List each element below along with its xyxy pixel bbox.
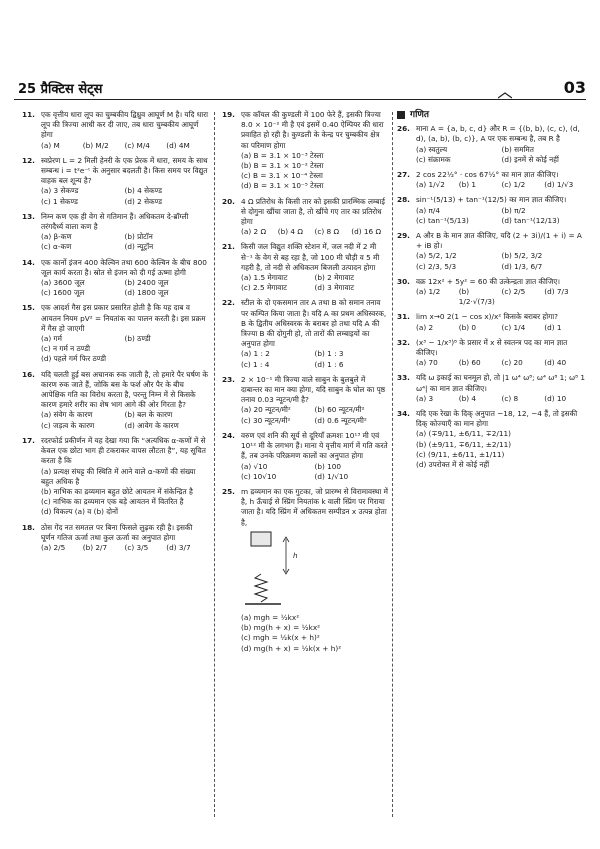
question-text: यदि एक रेखा के दिक् अनुपात −18, 12, −4 हैं, तो इसकी दिक् कोज्याएँ का मान होगा xyxy=(416,409,578,429)
question-number: 11. xyxy=(22,110,35,119)
question-text: 2 cos 22½° · cos 67½° का मान ज्ञात कीजिए। xyxy=(416,170,559,180)
answer-option[interactable]: (a) संवेग के कारण xyxy=(41,410,93,420)
question-number: 14. xyxy=(22,257,35,267)
answer-option[interactable]: (c) संक्रामक xyxy=(416,154,451,164)
answer-option[interactable]: (a) 1.5 मेगावाट xyxy=(241,273,288,283)
question-text: एक वृत्तीय धारा लूप का चुम्बकीय द्विध्रुव आघूर्ण M है। यदि धारा लूप की त्रिज्या आधी कर दी जाए, तब धारा चुम्बकीय आघूर्ण होगा xyxy=(41,110,208,140)
options-group xyxy=(22,467,208,518)
answer-option[interactable]: (c) 1 सेकण्ड xyxy=(41,196,78,206)
answer-option[interactable]: (a) 1 : 2 xyxy=(241,349,270,359)
answer-option[interactable]: (a) B = 3.1 × 10⁻³ टेस्ला xyxy=(241,150,324,160)
question-row xyxy=(22,212,208,232)
answer-option[interactable]: (d) B = 3.1 × 10⁻⁵ टेस्ला xyxy=(241,181,324,191)
question-number: 15. xyxy=(22,303,35,313)
answer-option[interactable]: (c) 1/4 xyxy=(501,322,526,332)
answer-option[interactable]: (d) उपरोक्त में से कोई नहीं xyxy=(416,460,490,470)
answer-option[interactable]: (a) 3 xyxy=(416,393,434,403)
options-group xyxy=(222,405,388,425)
answer-option[interactable]: (d) 0.6 न्यूटन/मी² xyxy=(314,415,367,425)
physics-column-1 xyxy=(22,110,208,558)
question-text: वरुण एवं शनि की सूर्य से दूरियाँ क्रमशः 10¹³ मी एवं 10¹² मी के लगभग हैं। माना ये वृत्तीय मार्ग में गति करते हैं, तब उनके परिक्रमण कालों का अनुपात होगा xyxy=(241,430,388,461)
options-group xyxy=(397,145,587,165)
question-number: 27. xyxy=(397,170,410,180)
answer-option[interactable]: (c) mgh = ½k(x + h)² xyxy=(241,633,320,643)
answer-option[interactable]: (a) 3 सेकण्ड xyxy=(41,186,79,196)
options-group xyxy=(22,278,208,298)
options-group xyxy=(397,206,587,226)
header-notch-icon xyxy=(498,92,512,102)
question-text: (x³ − 1/x³)⁸ के प्रसार में x से स्वतन्त्र पद का मान ज्ञात कीजिए। xyxy=(416,337,568,358)
options-group xyxy=(22,410,208,430)
answer-option[interactable]: (c) 2/3, 5/3 xyxy=(416,261,457,271)
answer-option[interactable]: (b) 60 न्यूटन/मी² xyxy=(314,405,365,415)
answer-option[interactable]: (d) इनमें से कोई नहीं xyxy=(501,154,559,164)
question-row xyxy=(222,110,388,151)
answer-option[interactable]: (d) न्यूट्रॉन xyxy=(124,242,154,252)
answer-option[interactable]: (d) mg(h + x) = ½k(x + h)² xyxy=(241,643,342,653)
answer-option[interactable]: (d) आवेग के कारण xyxy=(124,420,179,430)
question-row xyxy=(222,197,388,228)
answer-option[interactable]: (c) 1 : 4 xyxy=(241,359,270,369)
answer-option[interactable]: (c) B = 3.1 × 10⁻⁴ टेस्ला xyxy=(241,171,323,181)
answer-option[interactable]: (a) 2 xyxy=(416,322,434,332)
question-number: 12. xyxy=(22,155,35,165)
question-number: 24. xyxy=(222,430,235,440)
question-text: यदि ω इकाई का घनमूल हो, तो |1 ω⁴ ω⁸; ω⁴ ω⁸ 1; ω⁸ 1 ω⁴| का मान ज्ञात कीजिए। xyxy=(416,373,586,393)
question-item xyxy=(22,110,208,151)
answer-option[interactable]: (b) सममित xyxy=(501,144,534,154)
answer-option[interactable]: (a) mgh = ½kx² xyxy=(241,612,300,622)
answer-option[interactable]: (c) नाभिक का द्रव्यमान एक बड़े आयतन में वितरित है xyxy=(41,497,184,507)
question-item xyxy=(397,338,587,369)
question-text: वक्र 12x² + 5y² = 60 की उत्केन्द्रता ज्ञात कीजिए। xyxy=(416,276,561,286)
answer-option[interactable]: (b) प्रोटॉन xyxy=(124,232,153,242)
height-label: h xyxy=(293,550,298,560)
answer-option[interactable]: (b) 1 : 3 xyxy=(314,349,344,359)
section-title: गणित xyxy=(410,110,430,120)
question-row xyxy=(22,258,208,278)
question-item xyxy=(22,258,208,299)
question-number: 16. xyxy=(22,369,35,379)
question-item xyxy=(397,124,587,165)
answer-option[interactable]: (c) (9/11, ±6/11, ±1/11) xyxy=(416,449,505,459)
answer-option[interactable]: (a) 70 xyxy=(416,358,438,368)
question-row xyxy=(397,312,587,322)
question-row xyxy=(22,436,208,467)
answer-option[interactable]: (d) 7/3 xyxy=(544,287,569,297)
spring-diagram-icon xyxy=(241,530,311,608)
answer-option[interactable]: (c) 2/5 xyxy=(501,287,526,297)
question-number: 19. xyxy=(222,110,235,119)
answer-option[interactable]: (a) प्रत्यक्ष संघट्ट की स्थिति में आने वाले α-कणों की संख्या बहुत अधिक है xyxy=(41,466,196,486)
question-row xyxy=(397,409,587,429)
answer-option[interactable]: (a) M xyxy=(41,140,60,150)
answer-option[interactable]: (d) 1 : 6 xyxy=(314,359,344,369)
question-row xyxy=(22,523,208,543)
question-number: 17. xyxy=(22,435,35,445)
answer-option[interactable]: (b) mg(h + x) = ½kx² xyxy=(241,623,321,633)
question-number: 34. xyxy=(397,409,410,419)
question-text: माना A = {a, b, c, d} और R = {(b, b), (c, c), (d, d), (a, b), (b, c)}, A पर एक सम्बन्ध है, तब R है xyxy=(416,124,580,144)
answer-option[interactable]: (a) 5/2, 1/2 xyxy=(416,251,457,261)
answer-option[interactable]: (d) 3/7 xyxy=(166,542,191,552)
answer-option[interactable]: (c) α-कण xyxy=(41,242,72,252)
options-group xyxy=(222,273,388,293)
answer-option[interactable]: (d) 2 सेकण्ड xyxy=(124,196,163,206)
question-row xyxy=(222,431,388,462)
options-group xyxy=(222,151,388,192)
question-row xyxy=(397,277,587,287)
question-row xyxy=(397,195,587,205)
question-row xyxy=(22,303,208,334)
block-spring-figure xyxy=(222,530,388,611)
answer-option[interactable]: (b) M/2 xyxy=(82,140,109,150)
answer-option[interactable]: (d) 1/√10 xyxy=(314,471,349,481)
question-text: 2 × 10⁻¹ मी त्रिज्या वाले साबुन के बुलबुले में दाबान्तर का मान क्या होगा, यदि साबुन के घोल का पृष्ठ तनाव 0.03 न्यूटन/मी है? xyxy=(241,374,386,405)
answer-option[interactable]: (d) 4M xyxy=(166,140,190,150)
math-column xyxy=(397,110,587,475)
answer-option[interactable]: (b) बल के कारण xyxy=(124,410,173,420)
answer-option[interactable]: (c) 10√10 xyxy=(241,471,277,481)
answer-option[interactable]: (a) 1/2 xyxy=(416,287,441,297)
column-divider-right xyxy=(392,112,393,817)
options-group xyxy=(22,543,208,553)
question-text: एक कॉयल की कुण्डली में 100 फेरे हैं, इसकी त्रिज्या 8.0 × 10⁻² मी है एवं इसमें 0.40 ऐम्पियर की धारा प्रवाहित हो रही है। कुण्डली के केन्द्र पर चुम्बकीय क्षेत्र का परिमाण होगा xyxy=(241,110,384,150)
question-item xyxy=(222,487,388,654)
question-number: 18. xyxy=(22,522,35,532)
answer-option[interactable]: (d) 1/3, 6/7 xyxy=(501,261,543,271)
options-group xyxy=(397,287,587,307)
answer-option[interactable]: (a) 20 न्यूटन/मी² xyxy=(241,405,291,415)
answer-option[interactable]: (d) 3 मेगावाट xyxy=(314,283,355,293)
answer-option[interactable]: (c) 1/2 xyxy=(501,180,526,190)
answer-option[interactable]: (d) 1800 जूल xyxy=(124,288,169,298)
options-group xyxy=(397,251,587,271)
question-row xyxy=(22,156,208,187)
question-number: 28. xyxy=(397,195,410,205)
answer-option[interactable]: (a) गर्म xyxy=(41,334,62,344)
question-row xyxy=(22,110,208,141)
answer-option[interactable]: (b) 5/2, 3/2 xyxy=(501,251,543,261)
answer-option[interactable]: (a) π/4 xyxy=(416,205,440,215)
options-group xyxy=(397,429,587,470)
question-text: यदि चलती हुई बस अचानक रुक जाती है, तो हमारे पैर घर्षण के कारण रुक जाते हैं, जोकि बस के फर्श और पैर के बीच आपेक्षिक गति का विरोध करता है, परन्तु निम्न में से किसके कारण हमारे शरीर का शेष भाग आगे की ओर गिरता है? xyxy=(41,369,208,410)
answer-option[interactable]: (a) √10 xyxy=(241,461,268,471)
question-number: 21. xyxy=(222,242,235,252)
answer-option[interactable]: (a) 1/√2 xyxy=(416,180,445,190)
question-number: 13. xyxy=(22,211,35,221)
answer-option[interactable]: (b) 4 xyxy=(458,393,477,403)
question-text: sin⁻¹(5/13) + tan⁻¹(12/5) का मान ज्ञात कीजिए। xyxy=(416,195,567,205)
options-group xyxy=(22,186,208,206)
question-number: 26. xyxy=(397,124,410,134)
question-row xyxy=(397,338,587,358)
options-group xyxy=(397,180,587,190)
options-group xyxy=(222,349,388,369)
question-text: 4 Ω प्रतिरोध के किसी तार को इसकी प्रारम्भिक लम्बाई से दोगुना खींचा जाता है, तो खींचे गए तार का प्रतिरोध होगा xyxy=(241,196,385,227)
answer-option[interactable]: (a) 2 Ω xyxy=(241,227,267,237)
question-text: स्टील के दो एकसमान तार A तथा B को समान तनाव पर कम्पित किया जाता है। यदि A का प्रथम अधिस्वरक, B के द्वितीय अधिस्वरक के बराबर हो तथा यदि A की त्रिज्या B की दोगुनी हो, तो तारों की लम्बाइयों का अनुपात होगा xyxy=(241,298,387,349)
answer-option[interactable]: (c) 8 Ω xyxy=(314,227,340,237)
options-group xyxy=(222,613,388,654)
options-group xyxy=(22,334,208,365)
question-row xyxy=(397,124,587,144)
question-item xyxy=(222,242,388,293)
answer-option[interactable]: (b) 0 xyxy=(458,322,477,332)
answer-option[interactable]: (c) 3/5 xyxy=(124,542,149,552)
options-group xyxy=(22,232,208,252)
book-title: 25 प्रैक्टिस सेट्स xyxy=(18,82,103,97)
question-item xyxy=(397,231,587,272)
answer-option[interactable]: (c) 20 xyxy=(501,358,523,368)
question-number: 22. xyxy=(222,298,235,308)
answer-option[interactable]: (b) 2400 जूल xyxy=(124,278,169,288)
question-item xyxy=(397,312,587,332)
question-item xyxy=(222,431,388,482)
question-item xyxy=(397,373,587,404)
question-number: 33. xyxy=(397,373,410,383)
question-text: lim x→0 2(1 − cos x)/x² किसके बराबर होगा? xyxy=(416,312,559,322)
question-item xyxy=(222,375,388,426)
question-text: निम्न कण एक ही वेग से गतिमान हैं। अधिकतम दे-ब्रॉग्ली तरंगदैर्ध्य वाला कण है xyxy=(41,211,189,232)
answer-option[interactable]: (d) विकल्प (a) व (b) दोनों xyxy=(41,507,118,517)
question-row xyxy=(222,487,388,528)
column-divider-left xyxy=(214,112,215,817)
question-number: 25. xyxy=(222,486,235,496)
answer-option[interactable]: (c) tan⁻¹(5/13) xyxy=(416,215,469,225)
answer-option[interactable]: (b) 100 xyxy=(314,461,342,471)
answer-option[interactable]: (d) 16 Ω xyxy=(351,227,382,237)
options-group xyxy=(397,358,587,368)
options-group xyxy=(22,141,208,151)
question-item xyxy=(22,156,208,207)
question-number: 20. xyxy=(222,196,235,206)
answer-option[interactable]: (d) पहले गर्म फिर ठण्डी xyxy=(41,354,107,364)
answer-option[interactable]: (c) 2.5 मेगावाट xyxy=(241,283,287,293)
answer-option[interactable]: (d) 1 xyxy=(544,322,562,332)
question-row xyxy=(22,370,208,411)
answer-option[interactable]: (b) 4 Ω xyxy=(277,227,303,237)
question-number: 29. xyxy=(397,231,410,241)
answer-option[interactable]: (d) 40 xyxy=(544,358,567,368)
question-item xyxy=(397,195,587,226)
question-text: एक आदर्श गैस इस प्रकार प्रसारित होती है कि यह दाब व आयतन नियम pV² = नियतांक का पालन करती है। इस प्रक्रम में गैस हो जाएगी xyxy=(41,303,206,333)
question-item xyxy=(22,303,208,364)
answer-option[interactable]: (c) न गर्म न ठण्डी xyxy=(41,344,91,354)
options-group xyxy=(397,394,587,404)
question-item xyxy=(397,277,587,308)
answer-option[interactable]: (c) जड़त्व के कारण xyxy=(41,420,95,430)
question-text: स्वप्रेरण L = 2 मिली हेनरी के एक प्रेरक में धारा, समय के साथ सम्बन्ध i = t²e⁻ᵗ के अनुसार बदलती है। किस समय पर विद्युत वाहक बल शून्य है? xyxy=(41,155,208,186)
answer-option[interactable]: (b) 60 xyxy=(458,358,481,368)
question-row xyxy=(222,242,388,273)
question-text: ठोस गेंद नत समतल पर बिना फिसले लुढ़क रही है। इसकी घूर्णन गतिज ऊर्जा तथा कुल ऊर्जा का अनुपात होगा xyxy=(41,522,193,542)
options-group xyxy=(222,227,388,237)
answer-option[interactable]: (a) (∓9/11, ±6/11, ∓2/11) xyxy=(416,429,511,439)
answer-option[interactable]: (d) tan⁻¹(12/13) xyxy=(501,215,560,225)
answer-option[interactable]: (c) 30 न्यूटन/मी² xyxy=(241,415,291,425)
question-text: रदरफोर्ड प्रकीर्णन में यह देखा गया कि “अत्यधिक α-कणों में से केवल एक छोटा भाग ही टकराकर वापस लौटता है”, यह सूचित करता है कि xyxy=(41,435,206,466)
answer-option[interactable]: (b) ठण्डी xyxy=(124,334,151,344)
answer-option[interactable]: (a) 2/5 xyxy=(41,542,66,552)
page-header xyxy=(0,0,600,100)
question-item xyxy=(22,370,208,431)
section-heading-math xyxy=(397,110,587,120)
answer-option[interactable]: (c) 1600 जूल xyxy=(41,288,85,298)
question-row xyxy=(222,298,388,349)
question-number: 32. xyxy=(397,337,410,347)
square-bullet-icon xyxy=(397,111,405,119)
page-number: 03 xyxy=(563,78,586,97)
question-number: 31. xyxy=(397,312,410,322)
question-row xyxy=(397,373,587,393)
question-item xyxy=(22,436,208,518)
answer-option[interactable]: (d) 1/√3 xyxy=(544,180,574,190)
answer-option[interactable]: (b) 1/2·√(7/3) xyxy=(458,287,495,307)
question-number: 23. xyxy=(222,374,235,384)
answer-option[interactable]: (a) 3600 जूल xyxy=(41,278,85,288)
answer-option[interactable]: (c) 8 xyxy=(501,393,519,403)
physics-column-2 xyxy=(222,110,388,659)
question-item xyxy=(397,170,587,190)
question-item xyxy=(222,298,388,369)
answer-option[interactable]: (b) 4 सेकण्ड xyxy=(124,186,163,196)
question-item xyxy=(22,523,208,554)
answer-option[interactable]: (a) स्वतुल्य xyxy=(416,144,448,154)
question-item xyxy=(222,197,388,238)
question-item xyxy=(397,409,587,470)
question-item xyxy=(22,212,208,253)
answer-option[interactable]: (b) π/2 xyxy=(501,205,526,215)
answer-option[interactable]: (c) M/4 xyxy=(124,140,150,150)
question-item xyxy=(222,110,388,192)
question-text: m द्रव्यमान का एक गुटका, जो प्रारम्भ से विरामावस्था में है, h ऊँचाई से स्प्रिंग नियतांक k वाली स्प्रिंग पर गिराया जाता है। यदि स्प्रिंग में अधिकतम सम्पीडन x उत्पन्न होता है, xyxy=(241,486,388,527)
question-row xyxy=(222,375,388,406)
answer-option[interactable]: (b) B = 3.1 × 10⁻² टेस्ला xyxy=(241,161,324,171)
answer-option[interactable]: (b) 1 xyxy=(458,180,477,190)
answer-option[interactable]: (b) 2/7 xyxy=(82,542,108,552)
question-row xyxy=(397,170,587,180)
answer-option[interactable]: (d) 10 xyxy=(544,393,567,403)
question-text: किसी जल विद्युत शक्ति स्टेशन में, जल नदी में 2 मी से⁻¹ के वेग से बह रहा है, जो 100 मी चौड़ी व 5 मी गहरी है, तो नदी से अधिकतम बिजली उत्पादन होगा xyxy=(241,242,380,272)
answer-option[interactable]: (b) (±9/11, ∓6/11, ±2/11) xyxy=(416,439,512,449)
answer-option[interactable]: (b) 2 मेगावाट xyxy=(314,273,355,283)
question-row xyxy=(397,231,587,251)
options-group xyxy=(397,323,587,333)
answer-option[interactable]: (a) β-कण xyxy=(41,232,72,242)
options-group xyxy=(222,462,388,482)
answer-option[interactable]: (b) नाभिक का द्रव्यमान बहुत छोटे आयतन में संकेन्द्रित है xyxy=(41,486,193,496)
question-text: एक कार्नो इंजन 400 केल्विन तथा 600 केल्विन के बीच 800 जूल कार्य करता है। स्रोत से इंजन को दी गई ऊष्मा होगी xyxy=(41,257,207,277)
question-text: A और B के मान ज्ञात कीजिए, यदि (2 + 3i)/(1 + i) = A + iB हो। xyxy=(416,231,582,251)
question-number: 30. xyxy=(397,276,410,286)
